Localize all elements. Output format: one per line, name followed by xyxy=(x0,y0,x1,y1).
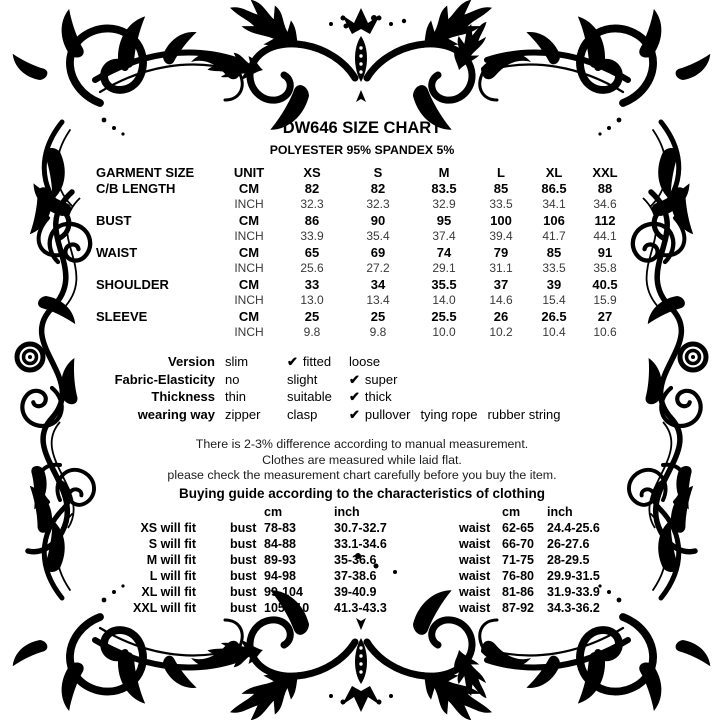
attribute-row-elasticity xyxy=(96,372,628,390)
attribute-option xyxy=(225,389,277,404)
option-label: slight xyxy=(287,371,318,387)
guide-value: 87-92 xyxy=(502,600,534,615)
guide-value: 76-80 xyxy=(502,568,534,583)
attribute-option xyxy=(287,372,339,387)
attribute-option xyxy=(225,407,277,422)
value-cell: 26.5 xyxy=(541,308,567,324)
value-cell: 34.1 xyxy=(542,197,566,211)
guide-size-label: S will fit xyxy=(148,536,196,551)
buying-guide-table xyxy=(96,505,628,616)
guide-part-label: waist xyxy=(459,584,491,599)
value-cell: 95 xyxy=(436,212,452,228)
value-cell: 34 xyxy=(370,276,386,292)
value-cell: 10.2 xyxy=(489,325,513,339)
table-row xyxy=(96,228,628,244)
value-cell: 90 xyxy=(370,212,386,228)
guide-value: 89-93 xyxy=(264,552,296,567)
option-label: rubber string xyxy=(487,406,561,422)
value-cell: 88 xyxy=(597,180,613,196)
table-row xyxy=(96,324,628,340)
page-title: DW646 SIZE CHART xyxy=(282,119,442,137)
guide-col-bust-cm: cm xyxy=(264,505,283,519)
value-cell: 112 xyxy=(594,212,616,228)
col-xl: XL xyxy=(545,164,563,180)
note-line: There is 2-3% difference according to manual measurement. xyxy=(195,437,529,451)
guide-row xyxy=(96,600,628,616)
measure-label xyxy=(96,324,218,340)
guide-value: 84-88 xyxy=(264,536,296,551)
value-cell: 41.7 xyxy=(542,229,566,243)
guide-part-label: waist xyxy=(459,520,491,535)
note-line: please check the measurement chart carefully before you buy the item. xyxy=(167,468,557,482)
guide-row xyxy=(96,584,628,600)
measure-label xyxy=(96,228,218,244)
value-cell: 106 xyxy=(543,212,565,228)
guide-row xyxy=(96,568,628,584)
option-label: zipper xyxy=(225,406,261,422)
col-unit: UNIT xyxy=(233,164,265,180)
guide-row xyxy=(96,520,628,536)
guide-size-label: M will fit xyxy=(146,552,196,567)
unit-cell: CM xyxy=(238,308,260,324)
check-icon: ✔ xyxy=(349,371,360,387)
attribute-row-wearing-way xyxy=(96,407,628,425)
value-cell: 83.5 xyxy=(431,180,457,196)
value-cell: 79 xyxy=(493,244,509,260)
value-cell: 37 xyxy=(493,276,509,292)
value-cell: 44.1 xyxy=(593,229,617,243)
value-cell: 9.8 xyxy=(303,325,321,339)
guide-value: 33.1-34.6 xyxy=(334,536,387,551)
table-row xyxy=(96,308,628,324)
guide-value: 37-38.6 xyxy=(334,568,377,583)
measure-label xyxy=(96,260,218,276)
guide-col-bust-inch: inch xyxy=(334,505,360,519)
attribute-label: wearing way xyxy=(137,406,215,422)
option-label: fitted xyxy=(302,354,332,369)
col-m: M xyxy=(438,164,450,180)
unit-cell: INCH xyxy=(234,261,264,275)
table-row xyxy=(96,212,628,228)
guide-value: 105-110 xyxy=(264,600,310,615)
attribute-option xyxy=(420,407,477,422)
guide-value: 34.3-36.2 xyxy=(547,600,600,615)
value-cell: 35.8 xyxy=(593,261,617,275)
attribute-option xyxy=(287,407,339,422)
value-cell: 69 xyxy=(370,244,386,260)
value-cell: 82 xyxy=(304,180,320,196)
table-row xyxy=(96,260,628,276)
table-row xyxy=(96,244,628,260)
guide-part-label: bust xyxy=(230,552,257,567)
guide-size-label: XS will fit xyxy=(140,520,196,535)
table-row xyxy=(96,196,628,212)
value-cell: 13.4 xyxy=(366,293,390,307)
guide-value: 99-104 xyxy=(264,584,303,599)
empty-cell xyxy=(459,505,502,520)
option-label: thin xyxy=(225,389,246,404)
value-cell: 10.0 xyxy=(432,325,456,339)
guide-size-label: L will fit xyxy=(149,568,196,583)
guide-part-label: waist xyxy=(459,552,491,567)
value-cell: 31.1 xyxy=(489,261,513,275)
measure-label: BUST xyxy=(96,212,132,228)
value-cell: 39 xyxy=(546,276,562,292)
option-label: tying rope xyxy=(420,406,478,422)
attribute-label: Fabric-Elasticity xyxy=(114,371,215,387)
empty-cell xyxy=(96,505,196,520)
guide-part-label: bust xyxy=(230,600,257,615)
buying-guide-title: Buying guide according to the characteristics of clothing xyxy=(178,485,546,501)
value-cell: 85 xyxy=(546,244,562,260)
note-line: Clothes are measured while laid flat. xyxy=(262,452,462,467)
guide-value: 62-65 xyxy=(502,520,534,535)
unit-cell: INCH xyxy=(234,197,264,211)
unit-cell: INCH xyxy=(234,229,264,243)
attribute-label: Thickness xyxy=(151,389,215,404)
empty-cell xyxy=(196,505,264,520)
value-cell: 86.5 xyxy=(541,180,567,196)
table-row xyxy=(96,276,628,292)
value-cell: 40.5 xyxy=(592,276,618,292)
value-cell: 32.3 xyxy=(300,197,324,211)
measure-label xyxy=(96,196,218,212)
guide-value: 31.9-33.9 xyxy=(547,584,600,599)
value-cell: 32.9 xyxy=(432,197,456,211)
measurement-notes xyxy=(96,437,628,502)
unit-cell: CM xyxy=(238,244,260,260)
guide-part-label: waist xyxy=(459,568,491,583)
col-garment-size: GARMENT SIZE xyxy=(96,164,195,180)
attribute-option-selected xyxy=(349,407,410,423)
guide-value: 81-86 xyxy=(502,584,534,599)
option-label: loose xyxy=(349,354,381,369)
attribute-option xyxy=(225,354,277,369)
value-cell: 74 xyxy=(436,244,452,260)
guide-value: 66-70 xyxy=(502,536,534,551)
garment-size-table xyxy=(96,164,628,340)
guide-col-waist-cm: cm xyxy=(502,505,521,519)
value-cell: 35.5 xyxy=(431,276,457,292)
guide-value: 26-27.6 xyxy=(547,536,590,551)
value-cell: 33.5 xyxy=(542,261,566,275)
attribute-option-selected xyxy=(287,354,339,370)
unit-cell: CM xyxy=(238,180,260,196)
col-xs: XS xyxy=(303,164,321,180)
guide-value: 24.4-25.6 xyxy=(547,520,600,535)
guide-row xyxy=(96,536,628,552)
value-cell: 25.5 xyxy=(431,308,457,324)
option-label: clasp xyxy=(287,406,318,422)
attributes-section xyxy=(96,354,628,424)
guide-value: 35-36.6 xyxy=(334,552,377,567)
value-cell: 29.1 xyxy=(432,261,456,275)
value-cell: 15.4 xyxy=(542,293,566,307)
measure-label: C/B LENGTH xyxy=(96,180,176,196)
attribute-option xyxy=(488,407,561,422)
measure-label: SHOULDER xyxy=(96,276,169,292)
table-row xyxy=(96,180,628,196)
value-cell: 9.8 xyxy=(369,325,387,339)
value-cell: 65 xyxy=(304,244,320,260)
col-s: S xyxy=(373,164,383,180)
value-cell: 34.6 xyxy=(593,197,617,211)
guide-header-row xyxy=(96,505,628,520)
measure-label: SLEEVE xyxy=(96,308,148,324)
unit-cell: INCH xyxy=(234,293,264,307)
table-row xyxy=(96,292,628,308)
check-icon: ✔ xyxy=(349,389,360,404)
option-label: slim xyxy=(225,354,249,369)
value-cell: 82 xyxy=(370,180,386,196)
size-chart-content xyxy=(96,118,628,616)
option-label: no xyxy=(225,371,240,387)
value-cell: 13.0 xyxy=(300,293,324,307)
value-cell: 10.4 xyxy=(542,325,566,339)
guide-value: 94-98 xyxy=(264,568,296,583)
value-cell: 25.6 xyxy=(300,261,324,275)
value-cell: 100 xyxy=(490,212,512,228)
option-label: super xyxy=(364,371,398,387)
guide-part-label: waist xyxy=(459,600,491,615)
guide-value: 39-40.9 xyxy=(334,584,377,599)
guide-part-label: bust xyxy=(230,520,257,535)
value-cell: 39.4 xyxy=(489,229,513,243)
value-cell: 27.2 xyxy=(366,261,390,275)
value-cell: 85 xyxy=(493,180,509,196)
guide-value: 28-29.5 xyxy=(547,552,590,567)
value-cell: 14.0 xyxy=(432,293,456,307)
guide-col-waist-inch: inch xyxy=(547,505,573,519)
value-cell: 25 xyxy=(304,308,320,324)
guide-value: 71-75 xyxy=(502,552,534,567)
value-cell: 10.6 xyxy=(593,325,617,339)
guide-size-label: XL will fit xyxy=(141,584,196,599)
measure-label xyxy=(96,292,218,308)
guide-value: 29.9-31.5 xyxy=(547,568,600,583)
value-cell: 27 xyxy=(597,308,613,324)
attribute-option-selected xyxy=(349,372,401,388)
guide-part-label: bust xyxy=(230,536,257,551)
measure-label: WAIST xyxy=(96,244,138,260)
attribute-option xyxy=(225,372,277,387)
value-cell: 15.9 xyxy=(593,293,617,307)
guide-value: 30.7-32.7 xyxy=(334,520,387,535)
guide-part-label: bust xyxy=(230,584,257,599)
attribute-option xyxy=(287,389,339,404)
value-cell: 14.6 xyxy=(489,293,513,307)
guide-value: 78-83 xyxy=(264,520,296,535)
size-table-header-row xyxy=(96,164,628,180)
value-cell: 33 xyxy=(304,276,320,292)
value-cell: 33.9 xyxy=(300,229,324,243)
value-cell: 86 xyxy=(304,212,320,228)
option-label: pullover xyxy=(364,406,411,422)
value-cell: 35.4 xyxy=(366,229,390,243)
unit-cell: CM xyxy=(238,212,260,228)
attribute-label: Version xyxy=(168,354,215,369)
value-cell: 37.4 xyxy=(432,229,456,243)
guide-part-label: waist xyxy=(459,536,491,551)
option-label: suitable xyxy=(287,389,332,404)
attribute-option xyxy=(349,354,401,369)
option-label: thick xyxy=(364,389,392,404)
check-icon: ✔ xyxy=(287,354,298,369)
check-icon: ✔ xyxy=(349,406,360,422)
col-xxl: XXL xyxy=(592,164,618,180)
attribute-row-thickness xyxy=(96,389,628,407)
value-cell: 91 xyxy=(597,244,613,260)
col-l: L xyxy=(497,164,505,180)
guide-row xyxy=(96,552,628,568)
guide-value: 41.3-43.3 xyxy=(334,600,387,615)
value-cell: 25 xyxy=(370,308,386,324)
attribute-option-selected xyxy=(349,389,401,405)
guide-size-label: XXL will fit xyxy=(133,600,196,615)
attribute-row-version xyxy=(96,354,628,372)
unit-cell: CM xyxy=(238,276,260,292)
unit-cell: INCH xyxy=(234,325,264,339)
fabric-composition: POLYESTER 95% SPANDEX 5% xyxy=(269,143,455,157)
value-cell: 32.3 xyxy=(366,197,390,211)
value-cell: 26 xyxy=(493,308,509,324)
value-cell: 33.5 xyxy=(489,197,513,211)
guide-part-label: bust xyxy=(230,568,257,583)
